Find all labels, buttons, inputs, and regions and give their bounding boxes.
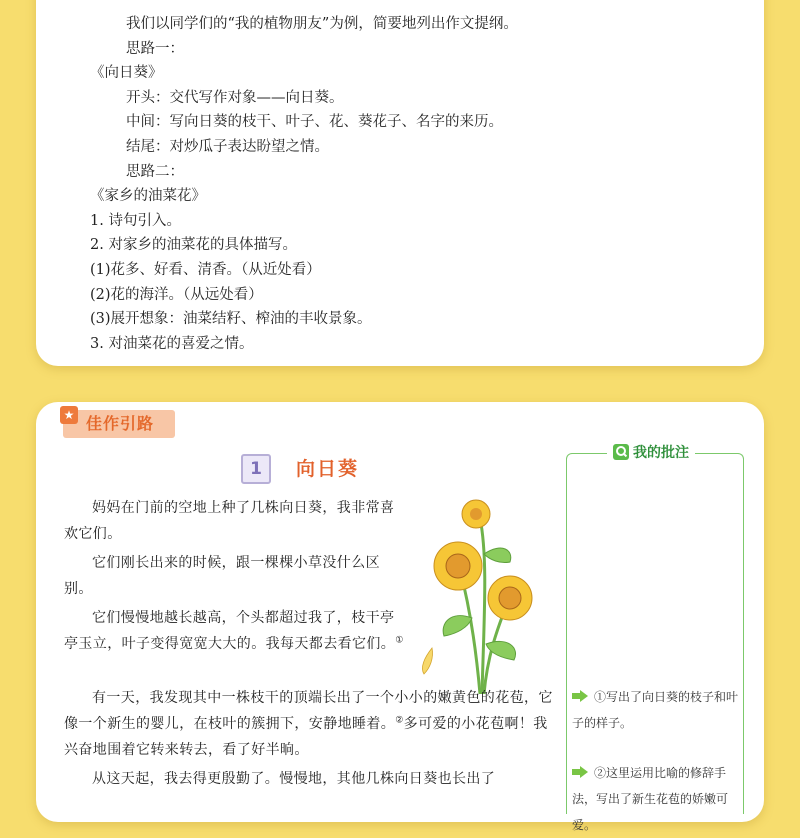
essay-sentence: 多可爱的小花苞啊！我兴奋地围着它转来转去，看了好半晌。	[64, 716, 548, 758]
model-essay-card	[36, 402, 764, 832]
annotation-panel	[566, 445, 744, 832]
essay-sentence: 它们慢慢地越长越高，个头都超过我了，枝干亭亭玉立，叶子变得宽宽大大的。我每天都去看它们。	[64, 610, 396, 652]
annotation-text: ①写出了向日葵的枝子和叶子的样子。	[572, 690, 739, 730]
sunflower-bloom-left	[434, 542, 482, 590]
essay-paragraph	[64, 605, 404, 657]
outline-line: 2. 对家乡的油菜花的具体描写。	[90, 237, 297, 254]
annotation-note	[572, 760, 742, 838]
footnote-marker: ②	[395, 715, 404, 726]
essay-body-bottom	[64, 685, 554, 795]
essay-body-top	[64, 495, 404, 660]
star-icon: ★	[60, 406, 78, 424]
outline-line: 3. 对油菜花的喜爱之情。	[90, 335, 254, 352]
section-badge	[63, 410, 175, 438]
outline-line: 1. 诗句引入。	[90, 212, 181, 229]
arrow-right-icon	[572, 766, 588, 778]
outline-line: (3)展开想象：油菜结籽、榨油的丰收景象。	[90, 311, 372, 328]
essay-paragraph: 它们刚长出来的时候，跟一棵棵小草没什么区别。	[64, 555, 380, 597]
outline-line: 结尾：对炒瓜子表达盼望之情。	[126, 138, 329, 155]
essay-number-badge: 1	[241, 454, 271, 484]
sunflower-illustration	[410, 498, 550, 694]
annotation-text: ②这里运用比喻的修辞手法，写出了新生花苞的娇嫩可爱。	[572, 766, 729, 832]
outline-line: 思路一：	[126, 40, 184, 57]
annotation-header	[607, 442, 695, 464]
sunflower-bloom-right	[488, 576, 532, 620]
essay-sentence: 有一天，我发现其中一株枝干的顶端长出了一个小小的嫩黄色的花苞，它像一个新生的婴儿，在枝叶的簇拥下，安静地睡着。	[64, 690, 553, 732]
outline-line: 中间：写向日葵的枝干、叶子、花、葵花子、名字的来历。	[126, 114, 503, 131]
falling-petal	[422, 648, 432, 674]
magnifier-icon	[613, 444, 629, 460]
outline-line: 开头：交代写作对象——向日葵。	[126, 89, 344, 106]
outline-text	[90, 12, 730, 356]
outline-line: (2)花的海洋。（从远处看）	[90, 286, 263, 303]
outline-line: 《向日葵》	[90, 65, 163, 82]
annotation-note	[572, 684, 742, 736]
annotation-title: 我的批注	[633, 445, 689, 461]
outline-intro: 我们以同学们的“我的植物朋友”为例，简要地列出作文提纲。	[126, 16, 518, 32]
outline-line: 思路二：	[126, 163, 184, 180]
sunflower-bloom-top	[462, 500, 490, 528]
essay-paragraph: 从这天起，我去得更殷勤了。慢慢地，其他几株向日葵也长出了	[92, 771, 496, 787]
essay-paragraph	[64, 685, 554, 763]
outline-line: (1)花多、好看、清香。（从近处看）	[90, 261, 321, 278]
outline-card	[36, 0, 764, 366]
essay-title: 向日葵	[296, 458, 360, 480]
arrow-right-icon	[572, 690, 588, 702]
section-title: 佳作引路	[86, 414, 155, 433]
footnote-marker: ①	[395, 635, 404, 646]
essay-paragraph: 妈妈在门前的空地上种了几株向日葵，我非常喜欢它们。	[64, 500, 395, 542]
outline-line: 《家乡的油菜花》	[90, 188, 206, 205]
